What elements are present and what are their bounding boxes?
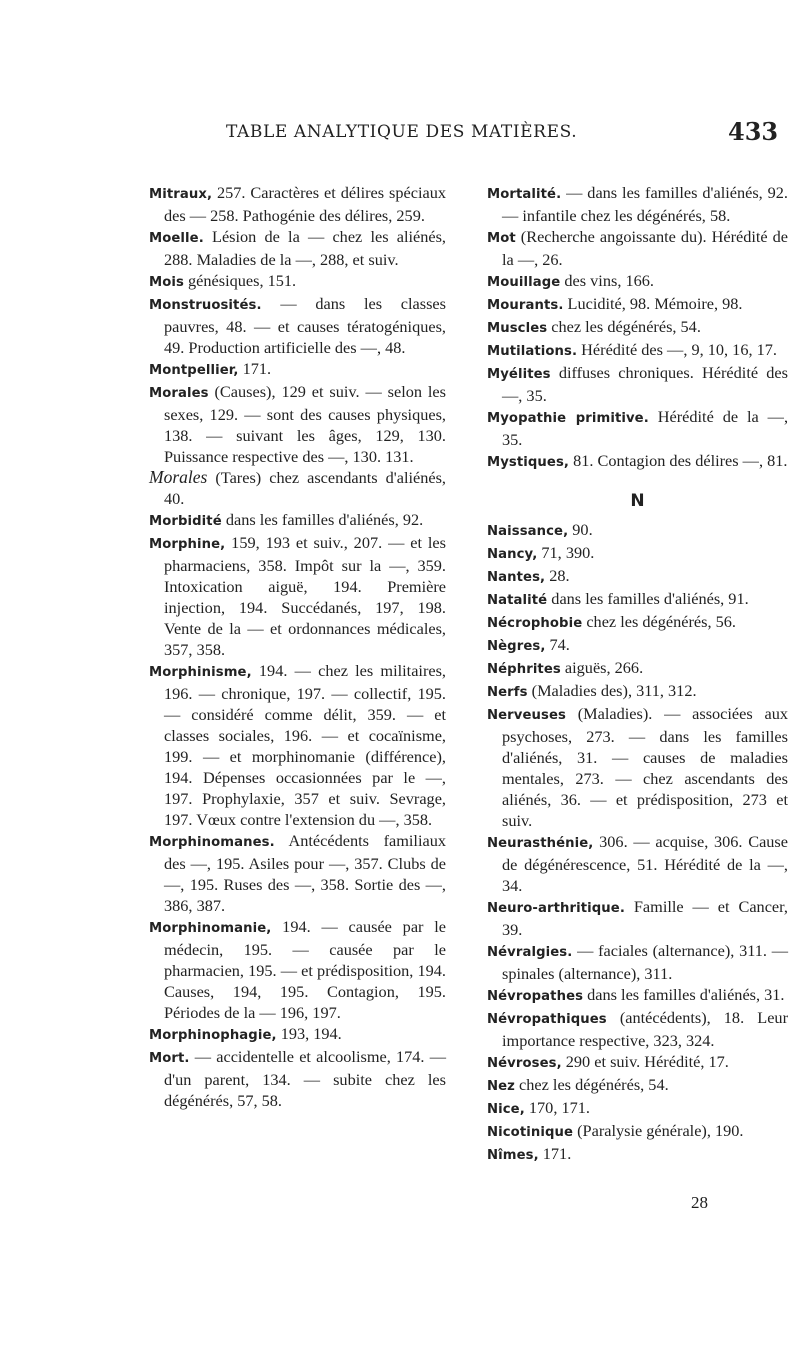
index-entry [487, 339, 788, 362]
index-entry-text: chez les dégénérés, 54. [547, 317, 701, 336]
index-entry [487, 1051, 788, 1074]
index-entry [487, 703, 788, 831]
index-entry-text: Famille — et Cancer, 39. [502, 897, 788, 939]
index-headword: Nerfs [487, 685, 528, 700]
left-column [149, 182, 446, 1111]
index-entry-text: 81. Contagion des délires —, 81. [569, 451, 788, 470]
index-headword: Morphine, [149, 537, 226, 552]
index-headword: Myopathie primitive. [487, 411, 649, 426]
index-entry [149, 1046, 446, 1111]
index-headword: Mortalité. [487, 187, 562, 202]
index-headword: Natalité [487, 593, 548, 608]
section-letter-n: N [630, 491, 645, 511]
index-entry [487, 896, 788, 940]
index-headword: Morales [149, 386, 209, 401]
index-headword: Nerveuses [487, 708, 566, 723]
index-headword: Mois [149, 275, 184, 290]
index-entry [487, 519, 788, 542]
index-entry-text: 71, 390. [537, 543, 595, 562]
index-headword: Mot [487, 231, 516, 246]
index-entry [487, 984, 788, 1007]
index-entry [149, 532, 446, 660]
index-headword: Néphrites [487, 662, 561, 677]
index-entry-text: (Maladies). — associées aux psychoses, 273. — dans les familles d'aliénés, 31. — causes de maladies mentales, 273. — chez ascendants des aliénés, 36. — et prédisposition, 273 et suiv. [502, 704, 788, 830]
index-entry-text: (antécédents), 18. Leur importance respective, 323, 324. [502, 1008, 788, 1050]
index-entry-text: (Paralysie générale), 190. [573, 1121, 744, 1140]
index-entry [149, 182, 446, 226]
index-entry-text: — dans les classes pauvres, 48. — et causes tératogéniques, 49. Production artificielle des —, 48. [164, 294, 446, 357]
index-headword: Morbidité [149, 514, 222, 529]
index-headword: Mitraux, [149, 187, 213, 202]
index-entry-text: 159, 193 et suiv., 207. — et les pharmaciens, 358. Impôt sur la —, 359. Intoxication aiguë, 194. Première injection, 194. Succédanés, 197, 198. Vente de la — et ordonnances médicales, 357, 358. [164, 533, 446, 659]
index-entry [487, 657, 788, 680]
index-entry-text: (Recherche angoissante du). Hérédité de la —, 26. [502, 227, 788, 269]
index-entry [487, 1074, 788, 1097]
index-headword: Myélites [487, 367, 551, 382]
index-entry [149, 509, 446, 532]
index-entry [149, 916, 446, 1023]
index-entry [149, 660, 446, 830]
index-entry-text: 74. [545, 635, 570, 654]
index-headword: Névropathiques [487, 1012, 607, 1027]
index-headword: Morphinisme, [149, 665, 252, 680]
index-entry-text: — dans les familles d'aliénés, 92. — infantile chez les dégénérés, 58. [502, 183, 788, 225]
index-entry-text: (Tares) chez ascendants d'aliénés, 40. [164, 468, 446, 508]
index-entry-text: Lucidité, 98. Mémoire, 98. [563, 294, 743, 313]
index-entry-text: 171. [538, 1144, 572, 1163]
index-entry-text: dans les familles d'aliénés, 31. [583, 985, 785, 1004]
index-entry [149, 830, 446, 916]
index-entry [487, 542, 788, 565]
index-entry [487, 1120, 788, 1143]
index-entry-text: Hérédité des —, 9, 10, 16, 17. [577, 340, 777, 359]
index-headword: Morphinomanie, [149, 921, 272, 936]
index-headword: Mystiques, [487, 455, 570, 470]
index-headword: Mort. [149, 1051, 190, 1066]
index-entry-text: Hérédité de la —, 35. [502, 407, 789, 449]
index-headword: Montpellier, [149, 363, 239, 378]
index-entry [487, 226, 788, 270]
index-headword: Monstruosités. [149, 298, 262, 313]
index-entry-text: 90. [568, 520, 593, 539]
index-entry-text: 28. [545, 566, 570, 585]
index-entry-text: — accidentelle et alcoolisme, 174. — d'un parent, 134. — subite chez les dégénérés, 57, 58. [164, 1047, 446, 1110]
right-column [487, 182, 788, 1166]
index-entry [149, 467, 446, 509]
index-entry-text: 171. [238, 359, 272, 378]
index-entry-text: aiguës, 266. [560, 658, 644, 677]
index-entry-text: des vins, 166. [560, 271, 654, 290]
sheet-signature: 28 [691, 1193, 708, 1212]
index-headword: Nécrophobie [487, 616, 583, 631]
index-entry-text: chez les dégénérés, 54. [514, 1075, 669, 1094]
index-entry-text: chez les dégénérés, 56. [582, 612, 736, 631]
index-entry-text: — faciales (alternance), 311. — spinales (alternance), 311. [502, 941, 788, 983]
index-headword: Neurasthénie, [487, 836, 594, 851]
index-entry [487, 940, 788, 984]
index-entry [487, 270, 788, 293]
index-entry [487, 680, 788, 703]
index-entry-text: 290 et suiv. Hérédité, 17. [561, 1052, 729, 1071]
index-entry [487, 293, 788, 316]
index-headword: Mouillage [487, 275, 561, 290]
index-headword: Névropathes [487, 989, 584, 1004]
index-headword: Nîmes, [487, 1148, 539, 1163]
index-entry-text: Lésion de la — chez les aliénés, 288. Maladies de la —, 288, et suiv. [164, 227, 446, 269]
index-entry [487, 362, 788, 406]
index-headword: Mutilations. [487, 344, 578, 359]
index-headword: Naissance, [487, 524, 569, 539]
index-headword: Nice, [487, 1102, 525, 1117]
index-headword: Nez [487, 1079, 515, 1094]
index-headword: Muscles [487, 321, 548, 336]
index-entry [487, 634, 788, 657]
index-entry [487, 588, 788, 611]
index-headword-italic: Morales [149, 467, 208, 487]
index-entry [149, 270, 446, 293]
index-headword: Névralgies. [487, 945, 573, 960]
index-entry-text: 257. Caractères et délires spéciaux des — 258. Pathogénie des délires, 259. [164, 183, 446, 225]
index-entry-text: 193, 194. [276, 1024, 342, 1043]
index-headword: Névroses, [487, 1056, 562, 1071]
index-entry-text: génésiques, 151. [183, 271, 297, 290]
index-entry-text: 194. — chez les militaires, 196. — chronique, 197. — collectif, 195. — considéré comme délit, 359. — et classes sociales, 196. — et cocaïnisme, 199. — et morphinomanie (différence), 194. Dépenses occasionnées par le —, 197. Prophylaxie, 357 et suiv. Sevrage, 197. Vœux contre l'extension du —, 358. [164, 661, 446, 829]
index-entry [149, 293, 446, 358]
index-entry [487, 1143, 788, 1166]
running-head: TABLE ANALYTIQUE DES MATIÈRES. [226, 122, 578, 142]
index-headword: Nicotinique [487, 1125, 574, 1140]
index-entry [487, 1097, 788, 1120]
index-entry-text: 194. — causée par le médecin, 195. — causée par le pharmacien, 195. — et prédisposition, 194. Causes, 194, 195. Contagion, 195. Périodes de la — 196, 197. [164, 917, 446, 1022]
index-entry [487, 450, 788, 473]
index-entry-text: Antécédents familiaux des —, 195. Asiles pour —, 357. Clubs de —, 195. Ruses des —, 358. Sortie des —, 386, 387. [164, 831, 446, 915]
index-entry [149, 358, 446, 381]
index-headword: Nantes, [487, 570, 546, 585]
index-entry-text: (Causes), 129 et suiv. — selon les sexes, 129. — sont des causes physiques, 138. — suivant les âges, 129, 130. Puissance respective des —, 130. 131. [164, 382, 446, 466]
index-entry [487, 1007, 788, 1051]
index-headword: Moelle. [149, 231, 204, 246]
index-entry [487, 182, 788, 226]
index-entry [149, 226, 446, 270]
index-headword: Mourants. [487, 298, 564, 313]
index-headword: Neuro-arthritique. [487, 901, 625, 916]
index-entry-text: dans les familles d'aliénés, 92. [221, 510, 424, 529]
index-headword: Nancy, [487, 547, 538, 562]
index-entry-text: 306. — acquise, 306. Cause de dégénérescence, 51. Hérédité de la —, 34. [502, 832, 788, 895]
index-entry-text: diffuses chroniques. Hérédité des —, 35. [502, 363, 788, 405]
page-number: 433 [728, 117, 779, 146]
index-entry-text: dans les familles d'aliénés, 91. [547, 589, 749, 608]
index-entry [487, 316, 788, 339]
index-entry [487, 831, 788, 896]
index-entry [149, 381, 446, 467]
index-entry [487, 406, 788, 450]
index-entry-text: 170, 171. [524, 1098, 590, 1117]
index-headword: Morphinomanes. [149, 835, 275, 850]
index-entry [487, 611, 788, 634]
index-entry-text: (Maladies des), 311, 312. [527, 681, 697, 700]
index-entry [487, 565, 788, 588]
index-entry [149, 1023, 446, 1046]
index-headword: Nègres, [487, 639, 546, 654]
index-headword: Morphinophagie, [149, 1028, 277, 1043]
